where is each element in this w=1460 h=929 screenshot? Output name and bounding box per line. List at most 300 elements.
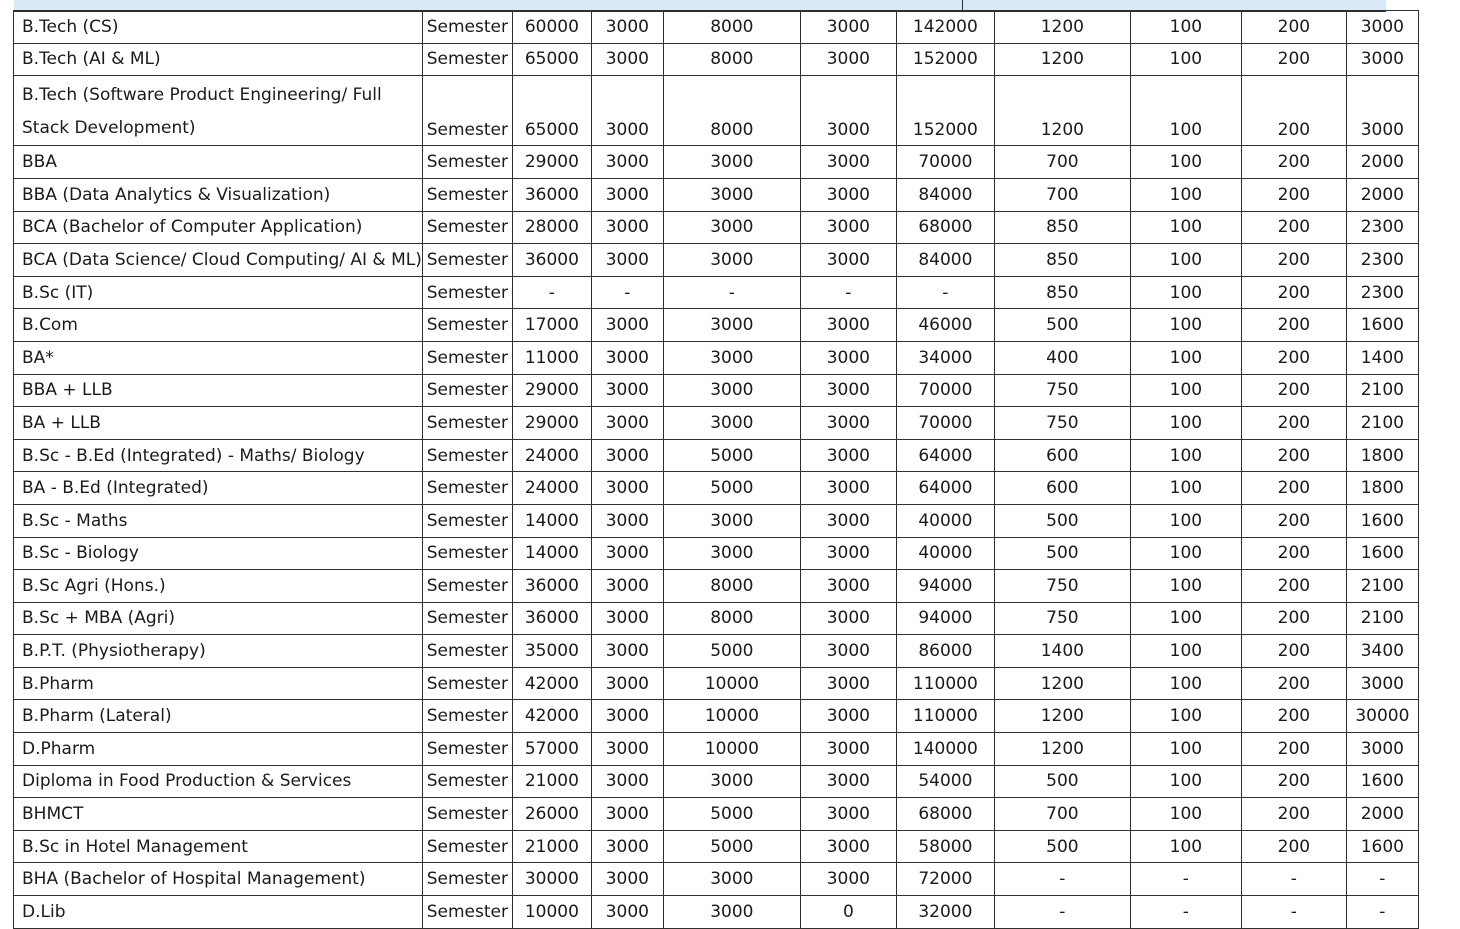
course-name-cell: B.Tech (AI & ML) <box>14 43 423 76</box>
total-fee-cell: 84000 <box>896 244 994 277</box>
fee-col-4-cell: 3000 <box>800 472 896 505</box>
fee-col-8-cell: 200 <box>1241 570 1346 603</box>
fee-col-4-cell: 0 <box>800 896 896 929</box>
fee-col-3-cell: 5000 <box>663 830 800 863</box>
fee-col-6-cell: 400 <box>994 341 1130 374</box>
fee-col-7-cell: 100 <box>1130 537 1241 570</box>
fee-col-2-cell: 3000 <box>591 765 663 798</box>
fee-col-2-cell: 3000 <box>591 700 663 733</box>
tuition-fee-cell: 65000 <box>512 76 591 146</box>
fee-col-4-cell: 3000 <box>800 537 896 570</box>
fee-col-3-cell: 10000 <box>663 700 800 733</box>
table-row <box>14 374 1419 407</box>
table-row <box>14 309 1419 342</box>
tuition-fee-cell: 17000 <box>512 309 591 342</box>
course-name-cell: B.Tech (CS) <box>14 11 423 44</box>
fee-col-4-cell: 3000 <box>800 407 896 440</box>
course-name-cell: BCA (Data Science/ Cloud Computing/ AI & ML) <box>14 244 423 277</box>
fee-col-7-cell: 100 <box>1130 570 1241 603</box>
fee-col-2-cell: 3000 <box>591 43 663 76</box>
fee-col-8-cell: 200 <box>1241 733 1346 766</box>
total-fee-cell: 94000 <box>896 570 994 603</box>
fee-col-6-cell: 1200 <box>994 76 1130 146</box>
fee-col-9-cell: 1600 <box>1346 537 1418 570</box>
tuition-fee-cell: 65000 <box>512 43 591 76</box>
fee-col-8-cell: 200 <box>1241 537 1346 570</box>
term-type-cell: Semester <box>422 733 512 766</box>
fee-table-body <box>14 11 1419 929</box>
fee-col-9-cell: 2300 <box>1346 211 1418 244</box>
fee-col-9-cell: 1600 <box>1346 830 1418 863</box>
course-name-cell: B.Pharm <box>14 667 423 700</box>
fee-col-4-cell: - <box>800 276 896 309</box>
tuition-fee-cell: 60000 <box>512 11 591 44</box>
term-type-cell: Semester <box>422 341 512 374</box>
tuition-fee-cell: 30000 <box>512 863 591 896</box>
fee-col-3-cell: 5000 <box>663 798 800 831</box>
fee-col-9-cell: 2100 <box>1346 407 1418 440</box>
fee-col-4-cell: 3000 <box>800 439 896 472</box>
fee-col-3-cell: 3000 <box>663 896 800 929</box>
fee-col-9-cell: 1600 <box>1346 309 1418 342</box>
tuition-fee-cell: 24000 <box>512 439 591 472</box>
term-type-cell: Semester <box>422 570 512 603</box>
fee-col-3-cell: 3000 <box>663 178 800 211</box>
course-name-cell: BA* <box>14 341 423 374</box>
fee-col-3-cell: 5000 <box>663 439 800 472</box>
fee-col-4-cell: 3000 <box>800 733 896 766</box>
total-fee-cell: 64000 <box>896 439 994 472</box>
tuition-fee-cell: 36000 <box>512 570 591 603</box>
fee-col-7-cell: 100 <box>1130 341 1241 374</box>
fee-col-4-cell: 3000 <box>800 43 896 76</box>
course-name-cell: BA + LLB <box>14 407 423 440</box>
total-fee-cell: - <box>896 276 994 309</box>
fee-col-2-cell: 3000 <box>591 211 663 244</box>
total-fee-cell: 142000 <box>896 11 994 44</box>
term-type-cell: Semester <box>422 830 512 863</box>
course-name-cell: BHA (Bachelor of Hospital Management) <box>14 863 423 896</box>
fee-col-4-cell: 3000 <box>800 211 896 244</box>
fee-col-6-cell: 500 <box>994 830 1130 863</box>
total-fee-cell: 152000 <box>896 43 994 76</box>
total-fee-cell: 110000 <box>896 667 994 700</box>
table-row <box>14 244 1419 277</box>
fee-col-8-cell: - <box>1241 863 1346 896</box>
fee-col-2-cell: 3000 <box>591 439 663 472</box>
fee-col-2-cell: 3000 <box>591 504 663 537</box>
fee-col-3-cell: 3000 <box>663 341 800 374</box>
term-type-cell: Semester <box>422 178 512 211</box>
fee-col-4-cell: 3000 <box>800 830 896 863</box>
fee-col-8-cell: 200 <box>1241 830 1346 863</box>
fee-col-8-cell: 200 <box>1241 276 1346 309</box>
fee-col-4-cell: 3000 <box>800 570 896 603</box>
total-fee-cell: 54000 <box>896 765 994 798</box>
course-name-cell: B.Sc + MBA (Agri) <box>14 602 423 635</box>
course-name-cell: BCA (Bachelor of Computer Application) <box>14 211 423 244</box>
term-type-cell: Semester <box>422 11 512 44</box>
fee-col-2-cell: 3000 <box>591 733 663 766</box>
table-row <box>14 798 1419 831</box>
tuition-fee-cell: 42000 <box>512 667 591 700</box>
total-fee-cell: 70000 <box>896 146 994 179</box>
fee-col-4-cell: 3000 <box>800 309 896 342</box>
course-name-cell: D.Pharm <box>14 733 423 766</box>
total-fee-cell: 94000 <box>896 602 994 635</box>
fee-col-6-cell: 850 <box>994 211 1130 244</box>
fee-col-7-cell: 100 <box>1130 830 1241 863</box>
table-row <box>14 276 1419 309</box>
term-type-cell: Semester <box>422 374 512 407</box>
table-row <box>14 76 1419 146</box>
fee-col-6-cell: 1200 <box>994 733 1130 766</box>
table-row <box>14 341 1419 374</box>
fee-col-3-cell: 10000 <box>663 667 800 700</box>
course-name-cell: B.Tech (Software Product Engineering/ Full Stack Development) <box>14 76 423 146</box>
fee-col-4-cell: 3000 <box>800 863 896 896</box>
fee-col-7-cell: 100 <box>1130 309 1241 342</box>
fee-col-2-cell: 3000 <box>591 896 663 929</box>
tuition-fee-cell: 36000 <box>512 602 591 635</box>
fee-col-8-cell: 200 <box>1241 798 1346 831</box>
fee-col-9-cell: 2000 <box>1346 798 1418 831</box>
total-fee-cell: 140000 <box>896 733 994 766</box>
fee-col-8-cell: 200 <box>1241 667 1346 700</box>
fee-col-9-cell: 3000 <box>1346 733 1418 766</box>
table-row <box>14 733 1419 766</box>
total-fee-cell: 64000 <box>896 472 994 505</box>
fee-col-8-cell: 200 <box>1241 374 1346 407</box>
term-type-cell: Semester <box>422 244 512 277</box>
fee-col-3-cell: 5000 <box>663 472 800 505</box>
course-name-cell: B.Sc (IT) <box>14 276 423 309</box>
table-row <box>14 211 1419 244</box>
course-name-cell: D.Lib <box>14 896 423 929</box>
tuition-fee-cell: 28000 <box>512 211 591 244</box>
tuition-fee-cell: 57000 <box>512 733 591 766</box>
table-row <box>14 570 1419 603</box>
tuition-fee-cell: 36000 <box>512 178 591 211</box>
table-row <box>14 635 1419 668</box>
fee-col-6-cell: 850 <box>994 244 1130 277</box>
course-name-cell: B.Sc - B.Ed (Integrated) - Maths/ Biology <box>14 439 423 472</box>
fee-col-8-cell: 200 <box>1241 504 1346 537</box>
fee-col-6-cell: 1200 <box>994 11 1130 44</box>
fee-col-9-cell: - <box>1346 896 1418 929</box>
fee-col-6-cell: 700 <box>994 178 1130 211</box>
tuition-fee-cell: 11000 <box>512 341 591 374</box>
fee-col-8-cell: 200 <box>1241 146 1346 179</box>
table-row <box>14 472 1419 505</box>
fee-col-9-cell: 3000 <box>1346 76 1418 146</box>
fee-col-9-cell: 1800 <box>1346 472 1418 505</box>
term-type-cell: Semester <box>422 407 512 440</box>
fee-structure-table <box>13 10 1419 929</box>
term-type-cell: Semester <box>422 635 512 668</box>
fee-col-2-cell: 3000 <box>591 798 663 831</box>
fee-col-2-cell: 3000 <box>591 309 663 342</box>
fee-col-6-cell: 750 <box>994 602 1130 635</box>
fee-col-4-cell: 3000 <box>800 76 896 146</box>
fee-col-8-cell: 200 <box>1241 407 1346 440</box>
term-type-cell: Semester <box>422 863 512 896</box>
fee-col-8-cell: 200 <box>1241 700 1346 733</box>
fee-col-3-cell: 3000 <box>663 537 800 570</box>
fee-col-8-cell: 200 <box>1241 244 1346 277</box>
fee-col-8-cell: 200 <box>1241 309 1346 342</box>
term-type-cell: Semester <box>422 700 512 733</box>
fee-col-7-cell: 100 <box>1130 798 1241 831</box>
fee-col-6-cell: - <box>994 896 1130 929</box>
fee-col-6-cell: 750 <box>994 407 1130 440</box>
fee-col-3-cell: 3000 <box>663 374 800 407</box>
fee-col-6-cell: 500 <box>994 504 1130 537</box>
tuition-fee-cell: 35000 <box>512 635 591 668</box>
table-row <box>14 11 1419 44</box>
fee-col-2-cell: 3000 <box>591 407 663 440</box>
fee-col-7-cell: 100 <box>1130 602 1241 635</box>
fee-col-2-cell: 3000 <box>591 244 663 277</box>
course-name-cell: BA - B.Ed (Integrated) <box>14 472 423 505</box>
fee-col-4-cell: 3000 <box>800 341 896 374</box>
fee-col-4-cell: 3000 <box>800 700 896 733</box>
fee-col-8-cell: 200 <box>1241 341 1346 374</box>
fee-col-4-cell: 3000 <box>800 374 896 407</box>
fee-col-2-cell: 3000 <box>591 863 663 896</box>
fee-col-3-cell: 8000 <box>663 43 800 76</box>
fee-col-8-cell: 200 <box>1241 439 1346 472</box>
course-name-cell: BBA + LLB <box>14 374 423 407</box>
fee-col-7-cell: 100 <box>1130 211 1241 244</box>
fee-col-7-cell: 100 <box>1130 146 1241 179</box>
tuition-fee-cell: 10000 <box>512 896 591 929</box>
course-name-cell: B.Sc - Biology <box>14 537 423 570</box>
fee-col-2-cell: 3000 <box>591 76 663 146</box>
fee-col-7-cell: 100 <box>1130 504 1241 537</box>
fee-col-7-cell: 100 <box>1130 733 1241 766</box>
total-fee-cell: 86000 <box>896 635 994 668</box>
term-type-cell: Semester <box>422 309 512 342</box>
fee-col-7-cell: 100 <box>1130 244 1241 277</box>
fee-col-9-cell: 2100 <box>1346 602 1418 635</box>
fee-col-6-cell: 1400 <box>994 635 1130 668</box>
table-row <box>14 537 1419 570</box>
fee-col-6-cell: 850 <box>994 276 1130 309</box>
fee-col-8-cell: 200 <box>1241 602 1346 635</box>
tuition-fee-cell: 29000 <box>512 146 591 179</box>
total-fee-cell: 70000 <box>896 374 994 407</box>
fee-col-3-cell: 3000 <box>663 309 800 342</box>
table-row <box>14 602 1419 635</box>
total-fee-cell: 110000 <box>896 700 994 733</box>
fee-col-6-cell: 600 <box>994 439 1130 472</box>
term-type-cell: Semester <box>422 504 512 537</box>
fee-col-8-cell: 200 <box>1241 11 1346 44</box>
table-row <box>14 439 1419 472</box>
fee-col-2-cell: 3000 <box>591 830 663 863</box>
fee-col-4-cell: 3000 <box>800 667 896 700</box>
fee-col-9-cell: 2000 <box>1346 178 1418 211</box>
term-type-cell: Semester <box>422 472 512 505</box>
fee-col-9-cell: 3400 <box>1346 635 1418 668</box>
fee-col-7-cell: 100 <box>1130 407 1241 440</box>
term-type-cell: Semester <box>422 276 512 309</box>
fee-col-8-cell: 200 <box>1241 635 1346 668</box>
term-type-cell: Semester <box>422 211 512 244</box>
fee-col-7-cell: 100 <box>1130 439 1241 472</box>
fee-col-2-cell: 3000 <box>591 537 663 570</box>
fee-col-7-cell: 100 <box>1130 635 1241 668</box>
fee-col-3-cell: 3000 <box>663 146 800 179</box>
fee-col-9-cell: 30000 <box>1346 700 1418 733</box>
fee-col-8-cell: 200 <box>1241 211 1346 244</box>
fee-col-7-cell: 100 <box>1130 374 1241 407</box>
fee-col-3-cell: 3000 <box>663 407 800 440</box>
course-name-cell: BBA (Data Analytics & Visualization) <box>14 178 423 211</box>
fee-col-2-cell: 3000 <box>591 570 663 603</box>
fee-col-2-cell: 3000 <box>591 635 663 668</box>
fee-col-9-cell: 1400 <box>1346 341 1418 374</box>
total-fee-cell: 40000 <box>896 537 994 570</box>
fee-col-6-cell: 1200 <box>994 43 1130 76</box>
fee-col-9-cell: 2100 <box>1346 570 1418 603</box>
fee-col-7-cell: - <box>1130 863 1241 896</box>
course-name-cell: Diploma in Food Production & Services <box>14 765 423 798</box>
fee-col-2-cell: 3000 <box>591 146 663 179</box>
total-fee-cell: 32000 <box>896 896 994 929</box>
course-name-cell: B.Sc Agri (Hons.) <box>14 570 423 603</box>
fee-col-7-cell: 100 <box>1130 276 1241 309</box>
total-fee-cell: 34000 <box>896 341 994 374</box>
fee-col-6-cell: 500 <box>994 309 1130 342</box>
fee-col-4-cell: 3000 <box>800 765 896 798</box>
tuition-fee-cell: 21000 <box>512 765 591 798</box>
fee-col-7-cell: - <box>1130 896 1241 929</box>
fee-col-4-cell: 3000 <box>800 635 896 668</box>
table-row <box>14 407 1419 440</box>
table-row <box>14 178 1419 211</box>
fee-col-7-cell: 100 <box>1130 765 1241 798</box>
fee-col-2-cell: 3000 <box>591 11 663 44</box>
fee-col-9-cell: - <box>1346 863 1418 896</box>
fee-col-8-cell: 200 <box>1241 765 1346 798</box>
table-row <box>14 146 1419 179</box>
fee-col-3-cell: - <box>663 276 800 309</box>
tuition-fee-cell: 14000 <box>512 504 591 537</box>
total-fee-cell: 152000 <box>896 76 994 146</box>
fee-col-4-cell: 3000 <box>800 146 896 179</box>
fee-col-8-cell: 200 <box>1241 178 1346 211</box>
total-fee-cell: 40000 <box>896 504 994 537</box>
total-fee-cell: 58000 <box>896 830 994 863</box>
fee-col-8-cell: 200 <box>1241 43 1346 76</box>
fee-col-9-cell: 2300 <box>1346 276 1418 309</box>
fee-col-2-cell: 3000 <box>591 178 663 211</box>
fee-col-2-cell: 3000 <box>591 341 663 374</box>
total-fee-cell: 72000 <box>896 863 994 896</box>
term-type-cell: Semester <box>422 765 512 798</box>
fee-col-6-cell: 1200 <box>994 667 1130 700</box>
fee-col-9-cell: 3000 <box>1346 43 1418 76</box>
fee-col-6-cell: 700 <box>994 146 1130 179</box>
fee-col-9-cell: 3000 <box>1346 667 1418 700</box>
term-type-cell: Semester <box>422 76 512 146</box>
table-row <box>14 896 1419 929</box>
total-fee-cell: 46000 <box>896 309 994 342</box>
fee-col-7-cell: 100 <box>1130 76 1241 146</box>
fee-col-4-cell: 3000 <box>800 178 896 211</box>
fee-col-4-cell: 3000 <box>800 798 896 831</box>
tuition-fee-cell: 42000 <box>512 700 591 733</box>
fee-col-8-cell: - <box>1241 896 1346 929</box>
fee-col-3-cell: 3000 <box>663 504 800 537</box>
term-type-cell: Semester <box>422 602 512 635</box>
fee-col-3-cell: 8000 <box>663 76 800 146</box>
term-type-cell: Semester <box>422 146 512 179</box>
fee-col-6-cell: 500 <box>994 537 1130 570</box>
fee-col-3-cell: 3000 <box>663 765 800 798</box>
fee-col-7-cell: 100 <box>1130 11 1241 44</box>
fee-col-8-cell: 200 <box>1241 472 1346 505</box>
total-fee-cell: 70000 <box>896 407 994 440</box>
course-name-cell: BHMCT <box>14 798 423 831</box>
term-type-cell: Semester <box>422 43 512 76</box>
term-type-cell: Semester <box>422 537 512 570</box>
fee-col-4-cell: 3000 <box>800 602 896 635</box>
fee-col-2-cell: 3000 <box>591 667 663 700</box>
table-row <box>14 830 1419 863</box>
fee-col-3-cell: 8000 <box>663 602 800 635</box>
fee-col-9-cell: 3000 <box>1346 11 1418 44</box>
fee-col-4-cell: 3000 <box>800 244 896 277</box>
term-type-cell: Semester <box>422 439 512 472</box>
fee-col-3-cell: 10000 <box>663 733 800 766</box>
fee-col-6-cell: - <box>994 863 1130 896</box>
course-name-cell: B.Sc in Hotel Management <box>14 830 423 863</box>
fee-col-3-cell: 3000 <box>663 863 800 896</box>
fee-col-7-cell: 100 <box>1130 472 1241 505</box>
fee-col-6-cell: 600 <box>994 472 1130 505</box>
course-name-cell: B.Pharm (Lateral) <box>14 700 423 733</box>
tuition-fee-cell: 14000 <box>512 537 591 570</box>
fee-col-3-cell: 8000 <box>663 570 800 603</box>
tuition-fee-cell: 29000 <box>512 407 591 440</box>
tuition-fee-cell: 36000 <box>512 244 591 277</box>
total-fee-cell: 68000 <box>896 211 994 244</box>
fee-col-7-cell: 100 <box>1130 43 1241 76</box>
table-row <box>14 43 1419 76</box>
fee-col-6-cell: 750 <box>994 374 1130 407</box>
tuition-fee-cell: 26000 <box>512 798 591 831</box>
course-name-cell: B.Com <box>14 309 423 342</box>
total-fee-cell: 84000 <box>896 178 994 211</box>
table-row <box>14 863 1419 896</box>
fee-col-7-cell: 100 <box>1130 700 1241 733</box>
course-name-cell: B.P.T. (Physiotherapy) <box>14 635 423 668</box>
table-row <box>14 765 1419 798</box>
table-row <box>14 667 1419 700</box>
tuition-fee-cell: 24000 <box>512 472 591 505</box>
course-name-cell: BBA <box>14 146 423 179</box>
fee-col-2-cell: - <box>591 276 663 309</box>
fee-col-4-cell: 3000 <box>800 504 896 537</box>
fee-col-9-cell: 1800 <box>1346 439 1418 472</box>
fee-col-9-cell: 2000 <box>1346 146 1418 179</box>
fee-col-7-cell: 100 <box>1130 667 1241 700</box>
fee-col-9-cell: 2100 <box>1346 374 1418 407</box>
fee-col-3-cell: 3000 <box>663 244 800 277</box>
